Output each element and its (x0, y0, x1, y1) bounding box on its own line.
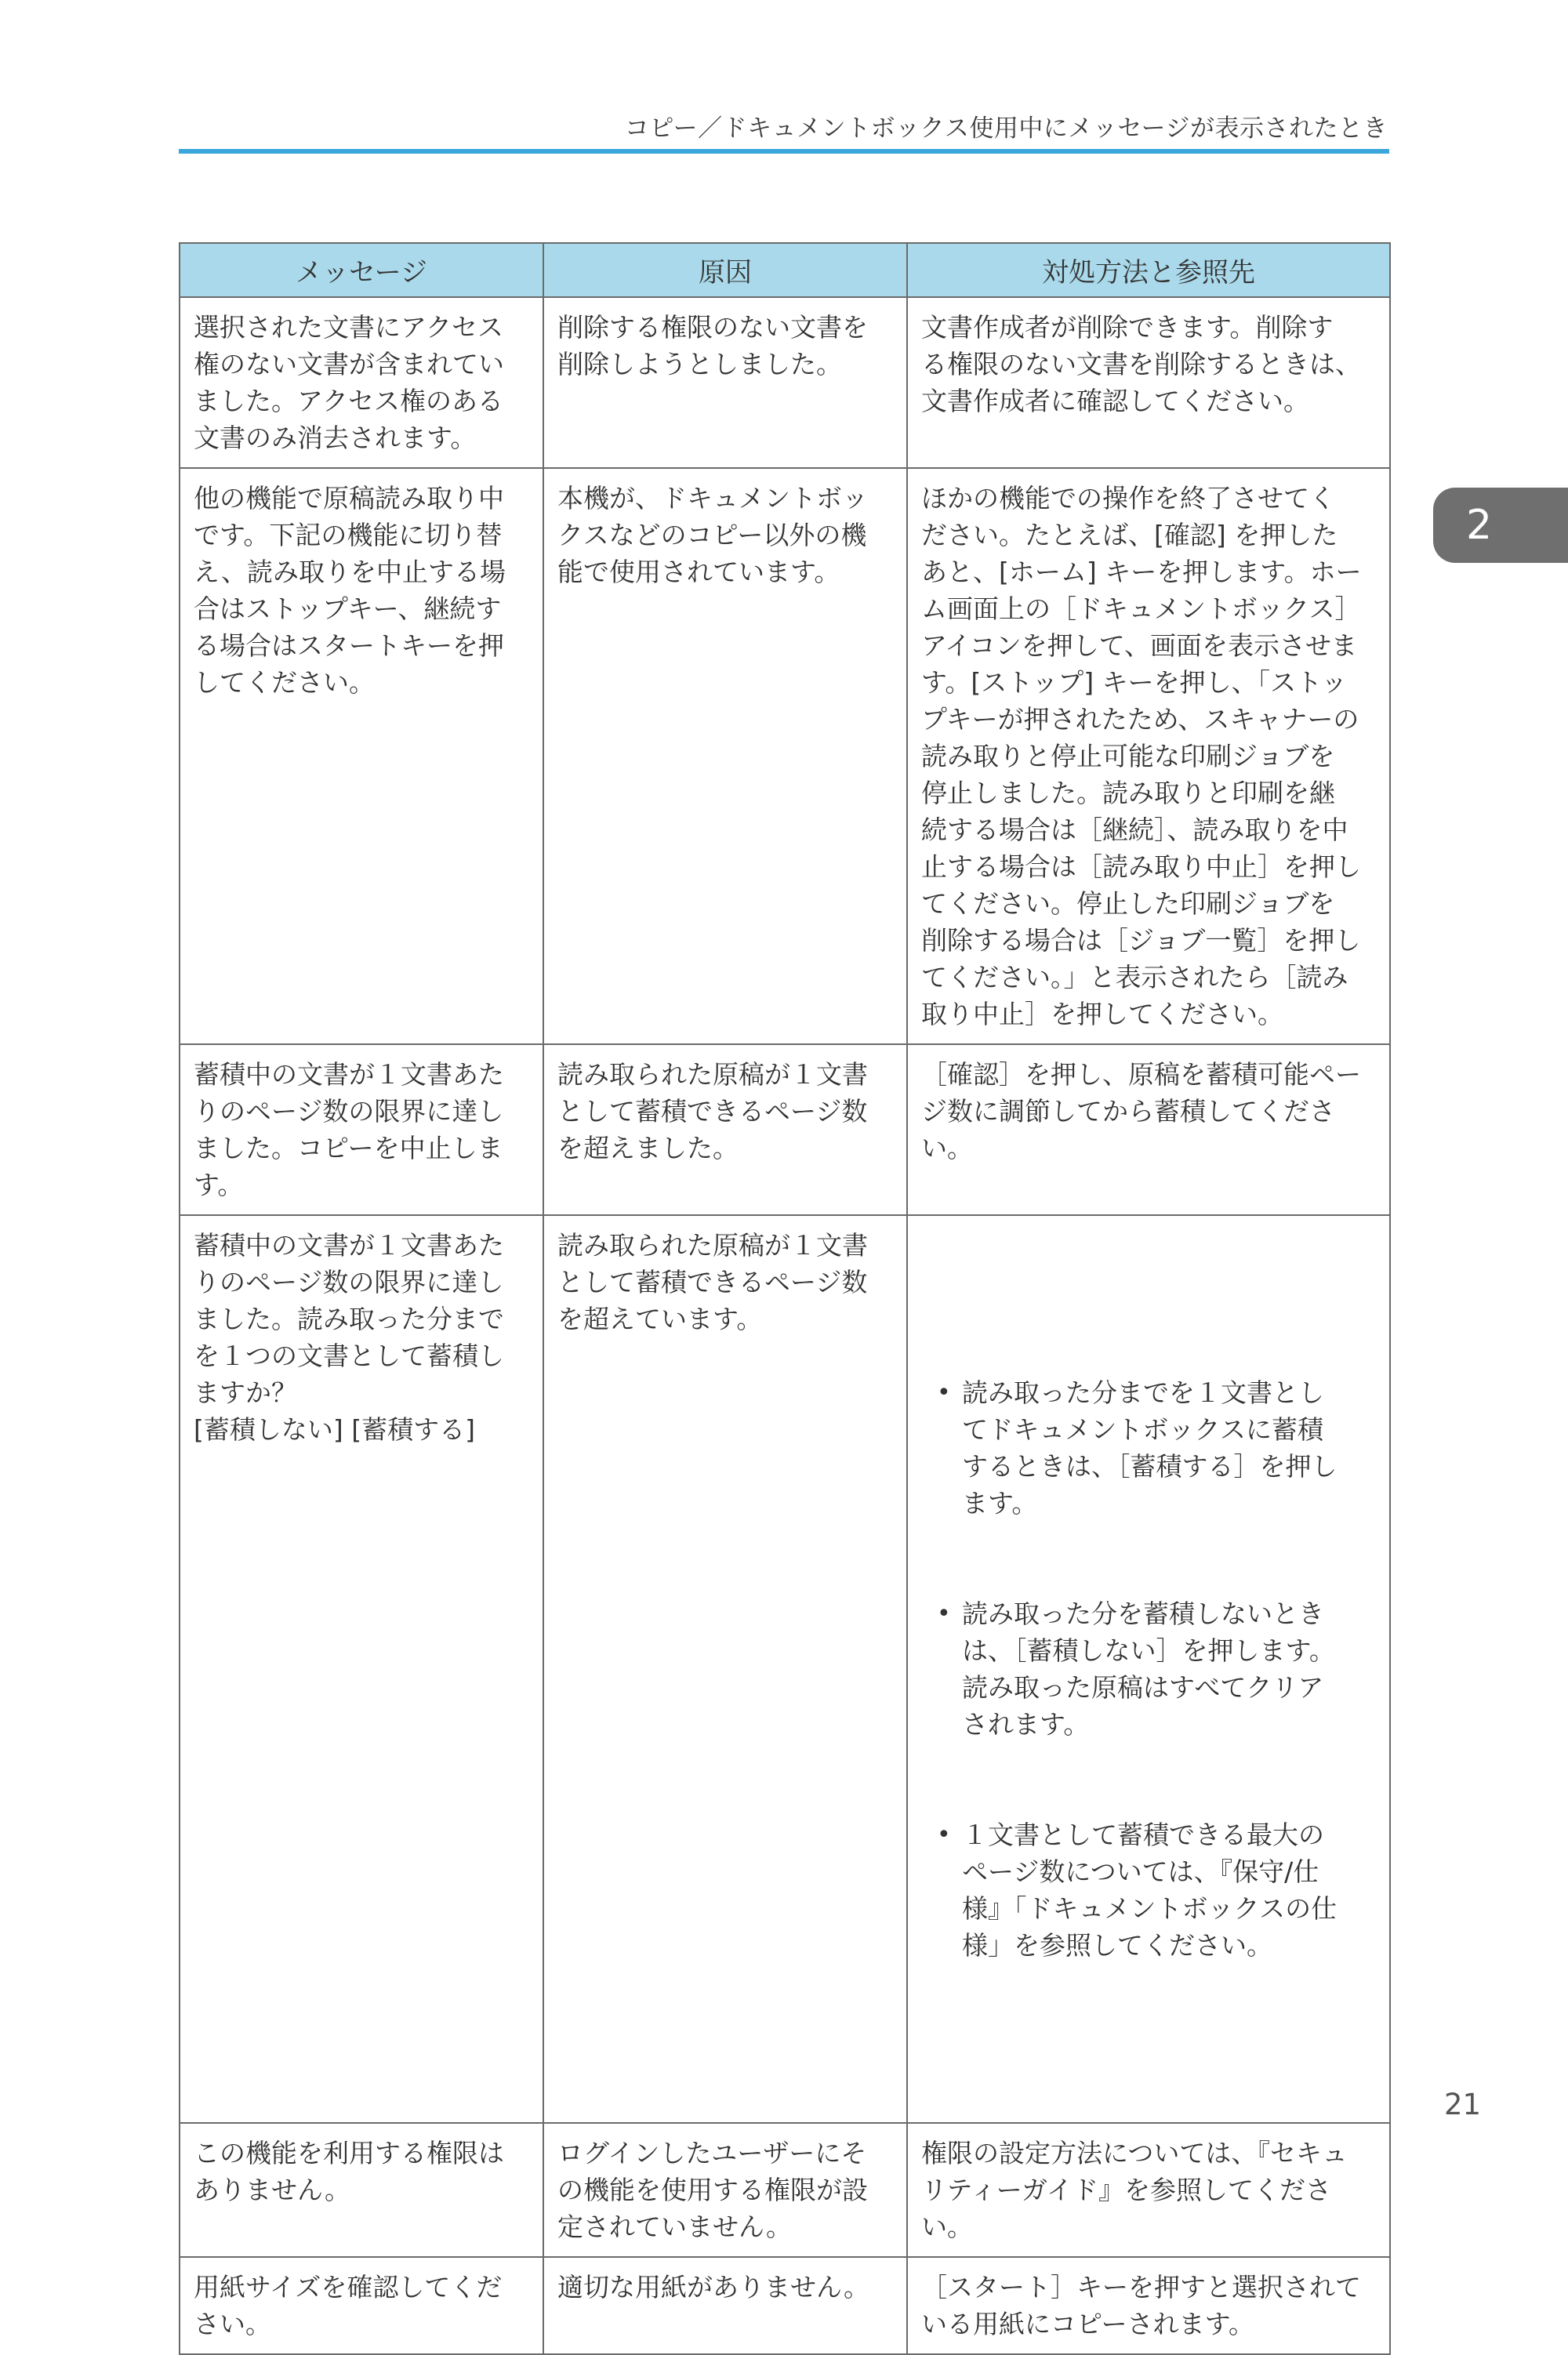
message-table (179, 242, 1391, 2355)
table-row (180, 2257, 1390, 2354)
table-row (180, 297, 1390, 468)
page-number: 21 (1444, 2088, 1482, 2121)
solution-cell: ［確認］を押し、原稿を蓄積可能ペー ジ数に調節してから蓄積してくださ い。 (907, 1044, 1390, 1215)
list-item (937, 1595, 1376, 1743)
cause-cell: 読み取られた原稿が１文書 として蓄積できるページ数 を超えています。 (543, 1215, 907, 2123)
message-cell: この機能を利用する権限は ありません。 (180, 2123, 543, 2257)
table-row (180, 1215, 1390, 2123)
column-header-solution: 対処方法と参照先 (907, 243, 1390, 297)
table-header-row (180, 243, 1390, 297)
running-header-title: コピー／ドキュメントボックス使用中にメッセージが表示されたとき (624, 114, 1388, 143)
cause-cell: 削除する権限のない文書を 削除しようとしました。 (543, 297, 907, 468)
solution-cell: 文書作成者が削除できます。削除す る権限のない文書を削除するときは、 文書作成者に確認してください。 (907, 297, 1390, 468)
message-cell: 蓄積中の文書が１文書あた りのページ数の限界に達し ました。読み取った分まで を１つの文書として蓄積し ますか？ [蓄積しない] [蓄積する] (180, 1215, 543, 2123)
header-rule (179, 149, 1389, 154)
table-row (180, 2123, 1390, 2257)
column-header-cause: 原因 (543, 243, 907, 297)
bullet-icon: • (937, 1821, 951, 1849)
cause-cell: ログインしたユーザーにそ の機能を使用する権限が設 定されていません。 (543, 2123, 907, 2257)
bullet-icon: • (937, 1600, 951, 1627)
bullet-text: １文書として蓄積できる最大の ページ数については、『保守/仕 様』「ドキュメントボックスの仕 様」を参照してください。 (962, 1820, 1338, 1961)
list-item (937, 1816, 1376, 1964)
column-header-message: メッセージ (180, 243, 543, 297)
cause-cell: 読み取られた原稿が１文書 として蓄積できるページ数 を超えました。 (543, 1044, 907, 1215)
cause-cell: 本機が、ドキュメントボッ クスなどのコピー以外の機 能で使用されています。 (543, 468, 907, 1044)
message-cell: 他の機能で原稿読み取り中 です。下記の機能に切り替 え、読み取りを中止する場 合はストップキー、継続す る場合はスタートキーを押 してください。 (180, 468, 543, 1044)
message-cell: 選択された文書にアクセス 権のない文書が含まれてい ました。アクセス権のある 文書のみ消去されます。 (180, 297, 543, 468)
solution-cell: ほかの機能での操作を終了させてく ださい。たとえば、[確認] を押した あと、[ホーム] キーを押します。ホー ム画面上の［ドキュメントボックス］ アイコンを押して、画面を表示させま す。[ストップ] キーを押し、「ストッ プキーが押されたため、スキャナーの 読み取りと停止可能な印刷ジョブを 停止しました。読み取りと印刷を継 続する場合は［継続］、読み取りを中 止する場合は［読み取り中止］を押し てください。停止した印刷ジョブを 削除する場合は［ジョブ一覧］を押し てください。」と表示されたら［読み 取り中止］を押してください。 (907, 468, 1390, 1044)
message-cell: 蓄積中の文書が１文書あた りのページ数の限界に達し ました。コピーを中止しま す。 (180, 1044, 543, 1215)
bullet-text: 読み取った分を蓄積しないとき は、［蓄積しない］を押します。 読み取った原稿はすべてクリア されます。 (962, 1598, 1335, 1740)
table-row (180, 1044, 1390, 1215)
solution-cell: 権限の設定方法については、『セキュ リティーガイド』を参照してくださ い。 (907, 2123, 1390, 2257)
list-item (937, 1374, 1376, 1522)
table-row (180, 468, 1390, 1044)
chapter-number: 2 (1466, 502, 1493, 549)
solution-cell (907, 1215, 1390, 2123)
cause-cell: 適切な用紙がありません。 (543, 2257, 907, 2354)
solution-bullet-list (921, 1301, 1376, 2037)
message-cell: 用紙サイズを確認してくだ さい。 (180, 2257, 543, 2354)
bullet-text: 読み取った分までを１文書とし てドキュメントボックスに蓄積 するときは、［蓄積する］を押し ます。 (962, 1377, 1338, 1519)
solution-cell: ［スタート］キーを押すと選択されて いる用紙にコピーされます。 (907, 2257, 1390, 2354)
bullet-icon: • (937, 1379, 951, 1406)
chapter-tab (1433, 488, 1568, 563)
